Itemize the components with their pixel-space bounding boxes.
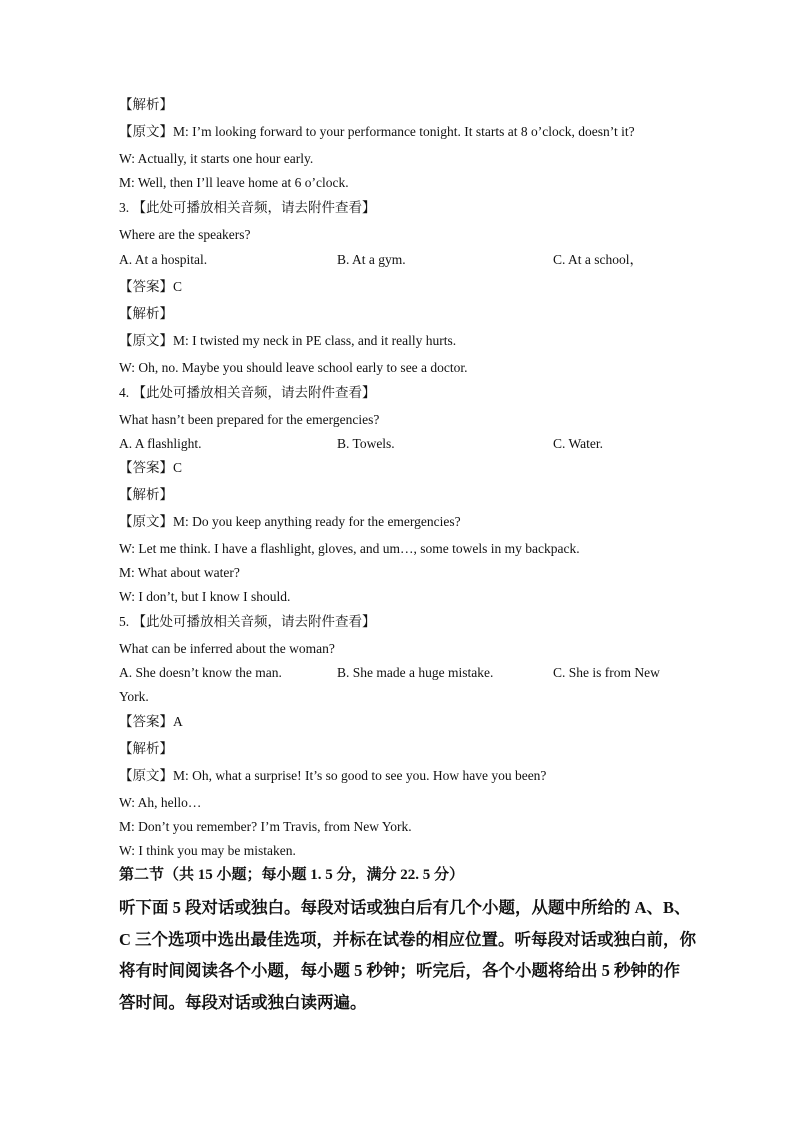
dialogue-line: M: Well, then I’ll leave home at 6 o’clock. [119,175,349,190]
answer-label: 【答案】C [119,279,183,294]
option-b: B. She made a huge mistake. [337,665,494,680]
option-c: C. She is from New [553,665,660,680]
instruction-line: 将有时间阅读各个小题，每小题 5 秒钟；听完后，各个小题将给出 5 秒钟的作 [119,961,680,980]
question-text: What can be inferred about the woman? [119,641,335,656]
dialogue-line: W: Oh, no. Maybe you should leave school early to see a doctor. [119,360,468,375]
dialogue-line: W: Ah, hello… [119,795,202,810]
option-c-continuation: York. [119,689,149,704]
dialogue-line: M: What about water? [119,565,240,580]
analysis-label: 【解析】 [119,306,173,321]
instruction-line: C 三个选项中选出最佳选项，并标在试卷的相应位置。听每段对话或独白前，你 [119,930,697,949]
analysis-label: 【解析】 [119,97,173,112]
instruction-line: 听下面 5 段对话或独白。每段对话或独白后有几个小题，从题中所给的 A、B、 [119,898,691,917]
option-a: A. At a hospital. [119,252,208,267]
dialogue-line: W: Let me think. I have a flashlight, gloves, and um…, some towels in my backpack. [119,541,580,556]
answer-label: 【答案】A [119,714,183,729]
question-number: 3. 【此处可播放相关音频，请去附件查看】 [119,200,376,215]
dialogue-line: W: I think you may be mistaken. [119,843,296,858]
question-number: 4. 【此处可播放相关音频，请去附件查看】 [119,385,376,400]
analysis-label: 【解析】 [119,487,173,502]
transcript-line: 【原文】M: Oh, what a surprise! It’s so good to see you. How have you been? [119,768,547,783]
transcript-line: 【原文】M: I twisted my neck in PE class, and it really hurts. [119,333,457,348]
section-heading: 第二节（共 15 小题；每小题 1. 5 分，满分 22. 5 分） [119,867,465,883]
analysis-label: 【解析】 [119,741,173,756]
option-a: A. A flashlight. [119,436,202,451]
dialogue-line: M: Don’t you remember? I’m Travis, from New York. [119,819,412,834]
transcript-line: 【原文】M: Do you keep anything ready for the emergencies? [119,514,461,529]
answer-label: 【答案】C [119,460,183,475]
option-b: B. At a gym. [337,252,406,267]
option-b: B. Towels. [337,436,395,451]
transcript-line: 【原文】M: I’m looking forward to your performance tonight. It starts at 8 o’clock, doesn’t it? [119,124,635,139]
option-a: A. She doesn’t know the man. [119,665,282,680]
question-number: 5. 【此处可播放相关音频，请去附件查看】 [119,614,376,629]
instruction-line: 答时间。每段对话或独白读两遍。 [119,993,367,1012]
dialogue-line: W: I don’t, but I know I should. [119,589,291,604]
question-text: Where are the speakers? [119,227,251,242]
option-c: C. At a school， [553,252,643,267]
question-text: What hasn’t been prepared for the emergencies? [119,412,380,427]
option-c: C. Water. [553,436,604,451]
dialogue-line: W: Actually, it starts one hour early. [119,151,314,166]
